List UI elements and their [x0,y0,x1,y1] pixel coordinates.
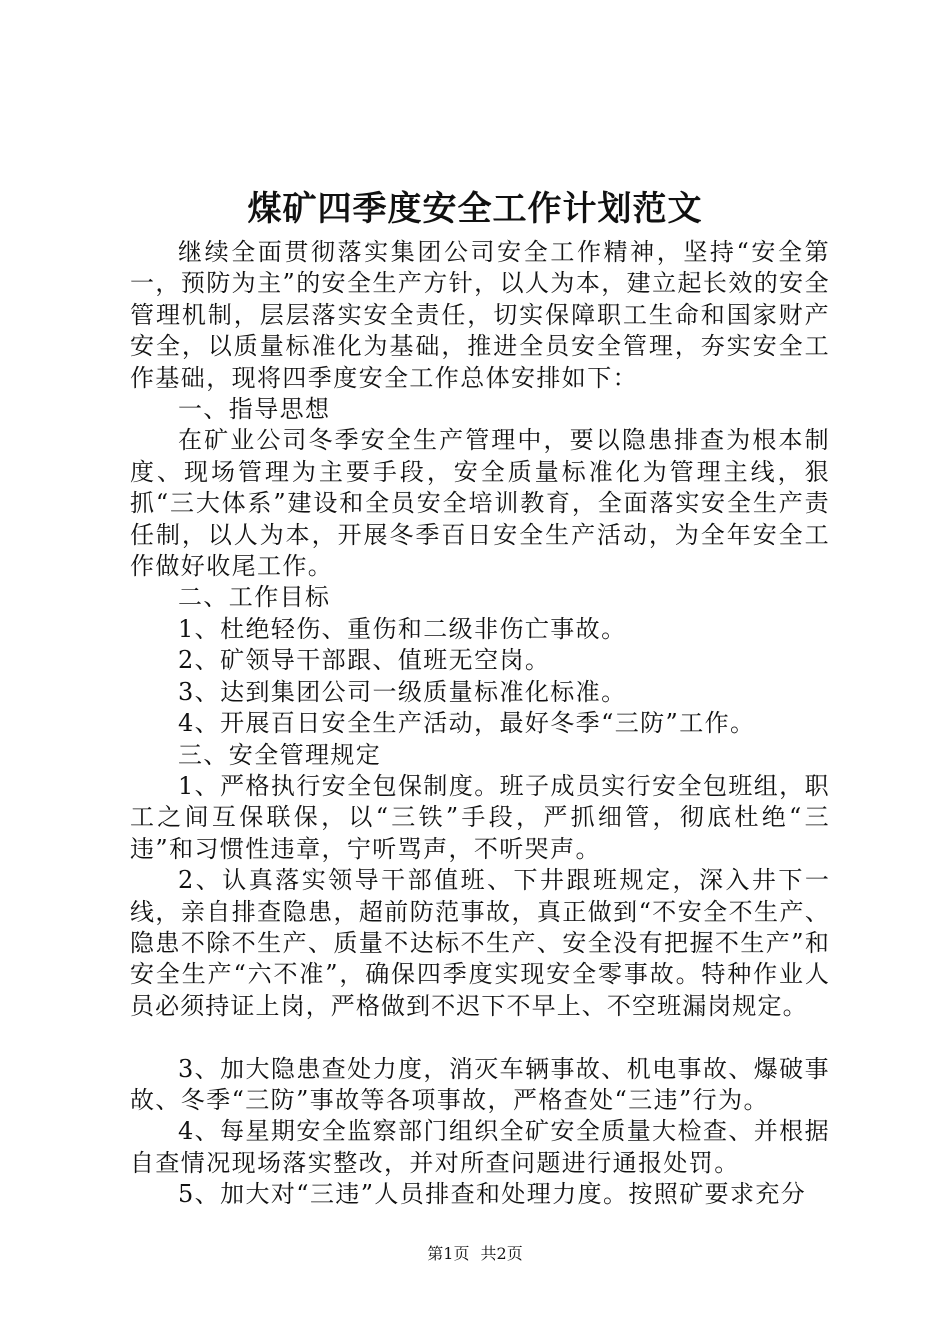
document-title: 煤矿四季度安全工作计划范文 [247,189,703,229]
rule-item-5: 5、加大对“三违”人员排查和处理力度。按照矿要求充分 [178,1180,807,1209]
goal-item-4: 4、开展百日安全生产活动，最好冬季“三防”工作。 [178,709,756,738]
rule-item-4: 4、每星期安全监察部门组织全矿安全质量大检查、并根据自查情况现场落实整改，并对所查问题进行通报处罚。 [130,1117,830,1177]
goal-item-2: 2、矿领导干部跟、值班无空岗。 [178,646,551,675]
goal-item-3: 3、达到集团公司一级质量标准化标准。 [178,677,627,706]
document-body [130,237,830,1211]
guiding-thought-paragraph: 在矿业公司冬季安全生产管理中，要以隐患排查为根本制度、现场管理为主要手段，安全质量标准化为管理主线，狠抓“三大体系”建设和全员安全培训教育，全面落实安全生产责任制，以人为本，开展冬季百日安全生产活动，为全年安全工作做好收尾工作。 [130,426,830,581]
page-footer [0,1244,950,1264]
section-heading-guiding-thought: 一、指导思想 [178,395,331,424]
rule-item-2: 2、认真落实领导干部值班、下井跟班规定，深入井下一线，亲自排查隐患，超前防范事故，真正做到“不安全不生产、隐患不除不生产、质量不达标不生产、安全没有把握不生产”和安全生产“六不准”，确保四季度实现安全零事故。特种作业人员必须持证上岗，严格做到不迟下不早上、不空班漏岗规定。 [130,866,830,1020]
rule-item-3: 3、加大隐患查处力度，消灭车辆事故、机电事故、爆破事故、冬季“三防”事故等各项事故，严格查处“三违”行为。 [130,1054,830,1114]
goal-item-1: 1、杜绝轻伤、重伤和二级非伤亡事故。 [178,614,627,643]
section-heading-work-goals: 二、工作目标 [178,583,331,612]
section-heading-safety-rules: 三、安全管理规定 [178,740,382,769]
intro-paragraph: 继续全面贯彻落实集团公司安全工作精神，坚持“安全第一，预防为主”的安全生产方针，以人为本，建立起长效的安全管理机制，层层落实安全责任，切实保障职工生命和国家财产安全，以质量标准化为基础，推进全员安全管理，夯实安全工作基础，现将四季度安全工作总体安排如下： [130,238,830,392]
rule-item-1: 1、严格执行安全包保制度。班子成员实行安全包班组，职工之间互保联保，以“三铁”手段，严抓细管，彻底杜绝“三违”和习惯性违章，宁听骂声，不听哭声。 [130,771,830,863]
blank-line [130,1022,830,1053]
total-pages: 共2页 [480,1244,523,1263]
page-number: 第1页 [427,1244,470,1263]
